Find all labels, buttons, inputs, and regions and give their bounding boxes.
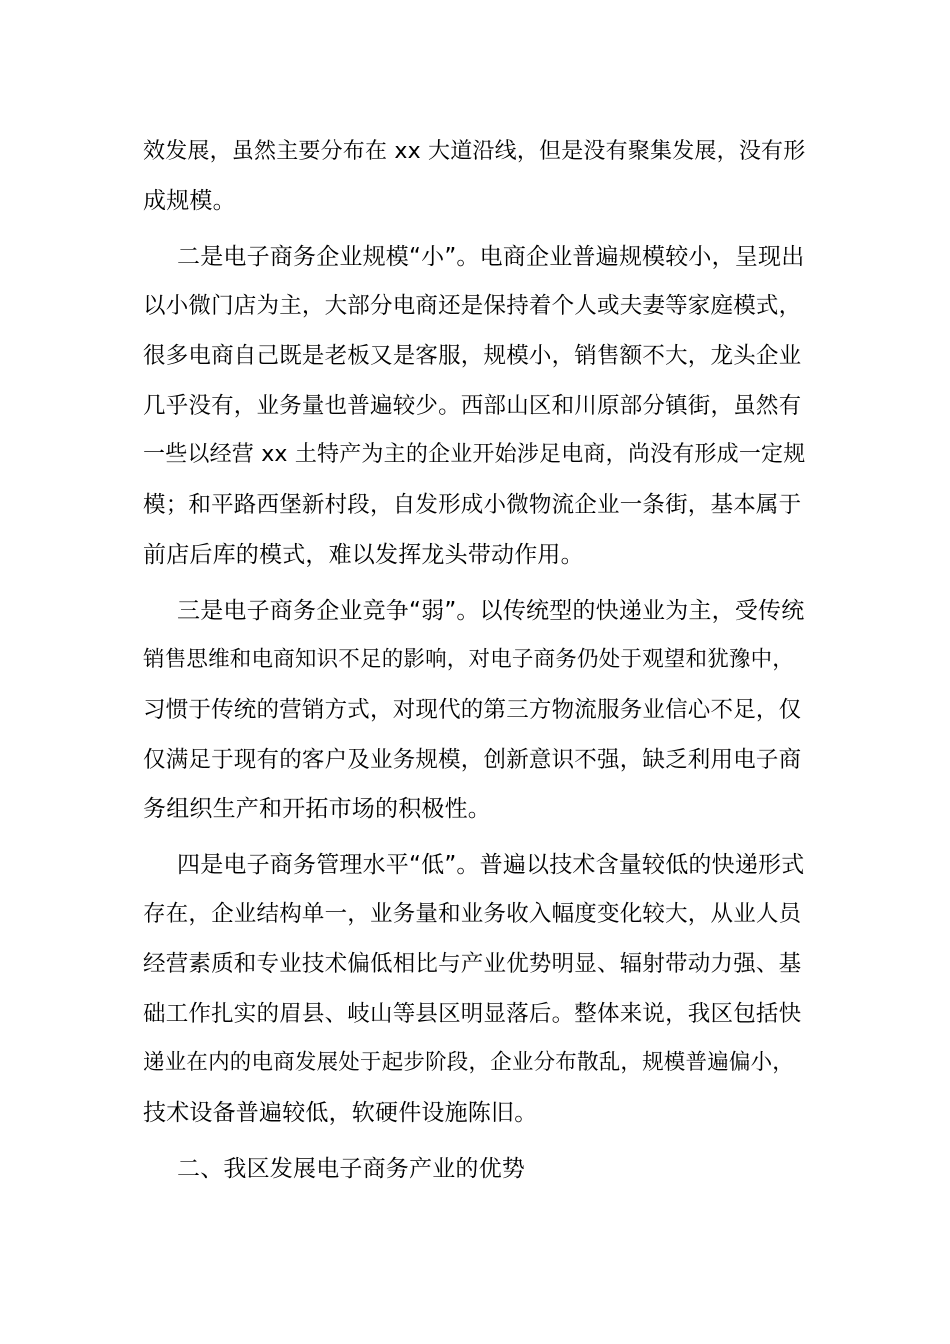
text-line: 成规模。 xyxy=(143,188,236,214)
section-heading: 二、我区发展电子商务产业的优势 xyxy=(177,1156,525,1182)
text-line: 几乎没有，业务量也普遍较少。西部山区和川原部分镇街，虽然有 xyxy=(143,393,802,419)
text-line: 务组织生产和开拓市场的积极性。 xyxy=(143,796,491,822)
text-line: 递业在内的电商发展处于起步阶段，企业分布散乱，规模普遍偏小， xyxy=(143,1050,795,1075)
text-line: 前店后库的模式，难以发挥龙头带动作用。 xyxy=(143,542,584,568)
text-line: 技术设备普遍较低，软硬件设施陈旧。 xyxy=(143,1100,538,1126)
paragraph-first-line: 三是电子商务企业竞争“弱”。以传统型的快递业为主，受传统 xyxy=(177,598,805,624)
text-line: 模；和平路西堡新村段，自发形成小微物流企业一条街，基本属于 xyxy=(143,492,802,518)
text-line: 础工作扎实的眉县、岐山等县区明显落后。整体来说，我区包括快 xyxy=(143,1001,802,1027)
text-line: 习惯于传统的营销方式，对现代的第三方物流服务业信心不足，仅 xyxy=(143,697,802,723)
text-line: 经营素质和专业技术偏低相比与产业优势明显、辐射带动力强、基 xyxy=(143,951,802,977)
text-line: 一些以经营 xx 土特产为主的企业开始涉足电商，尚没有形成一定规 xyxy=(143,442,806,467)
text-line: 仅满足于现有的客户及业务规模，创新意识不强，缺乏利用电子商 xyxy=(143,747,802,773)
text-line: 很多电商自己既是老板又是客服，规模小，销售额不大，龙头企业 xyxy=(143,343,802,369)
text-line: 销售思维和电商知识不足的影响，对电子商务仍处于观望和犹豫中， xyxy=(143,647,795,672)
text-line: 以小微门店为主，大部分电商还是保持着个人或夫妻等家庭模式， xyxy=(143,293,802,319)
paragraph-first-line: 四是电子商务管理水平“低”。普遍以技术含量较低的快递形式 xyxy=(177,852,805,878)
text-line: 效发展，虽然主要分布在 xx 大道沿线，但是没有聚集发展，没有形 xyxy=(143,139,806,164)
paragraph-first-line: 二是电子商务企业规模“小”。电商企业普遍规模较小，呈现出 xyxy=(177,244,805,270)
text-line: 存在，企业结构单一，业务量和业务收入幅度变化较大，从业人员 xyxy=(143,901,802,927)
